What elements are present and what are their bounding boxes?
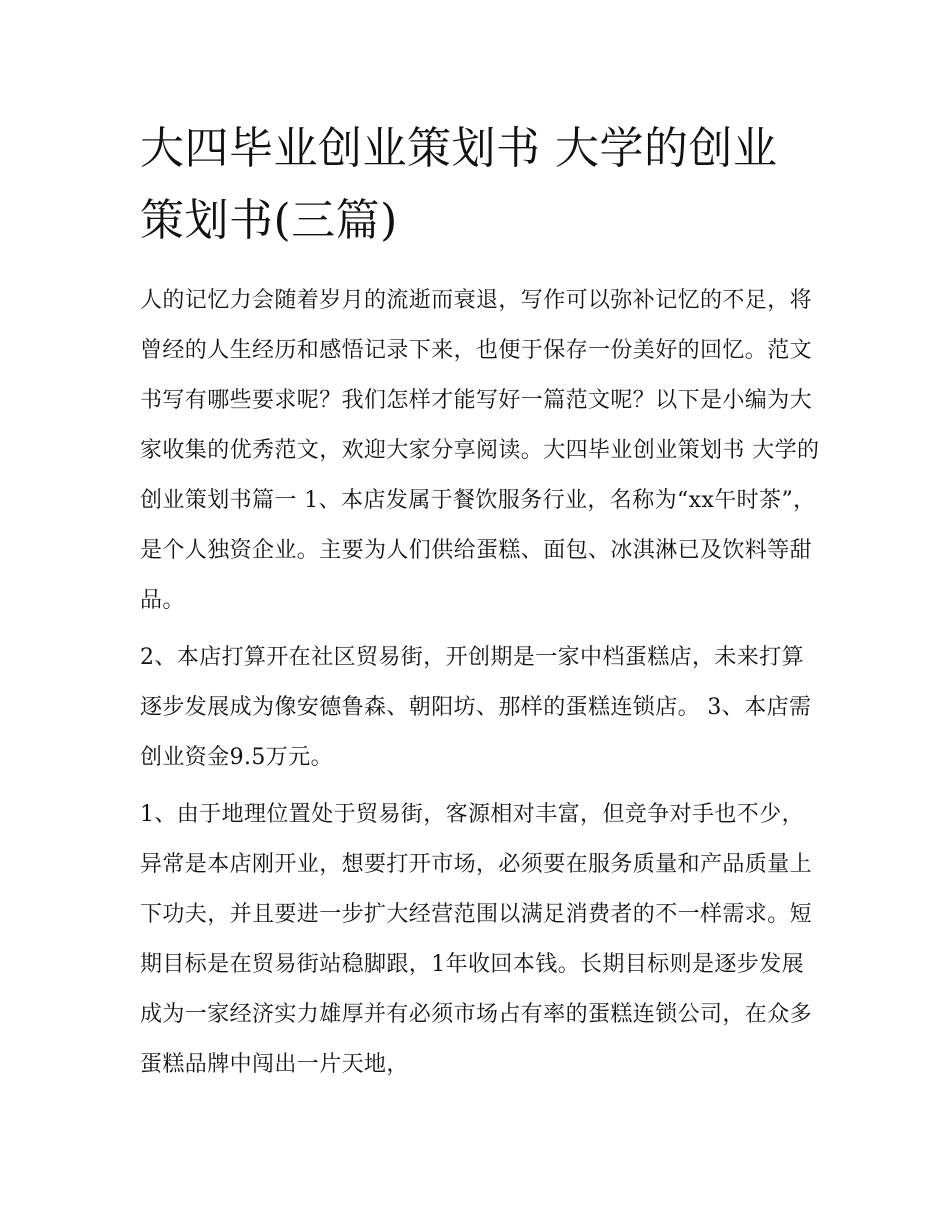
paragraph-intro: 人的记忆力会随着岁月的流逝而衰退，写作可以弥补记忆的不足，将曾经的人生经历和感悟记录下来，也便于保存一份美好的回忆。范文书写有哪些要求呢？我们怎样才能写好一篇范文呢？以下是小编为大家收集的优秀范文，欢迎大家分享阅读。大四毕业创业策划书 大学的创业策划书篇一 1、本店发属于餐饮服务行业，名称为“xx午时茶”，是个人独资企业。主要为人们供给蛋糕、面包、冰淇淋已及饮料等甜品。 [140, 288, 820, 613]
document-title: 大四毕业创业策划书 大学的创业策划书(三篇) [140, 123, 778, 246]
paragraph-store-plan: 2、本店打算开在社区贸易街，开创期是一家中档蛋糕店，未来打算逐步发展成为像安德鲁森、朝阳坊、那样的蛋糕连锁店。 3、本店需创业资金9.5万元。 [140, 645, 812, 770]
document-body [140, 276, 820, 1097]
paragraph-goals: 1、由于地理位置处于贸易街，客源相对丰富，但竞争对手也不少，异常是本店刚开业，想要打开市场，必须要在服务质量和产品质量上下功夫，并且要进一步扩大经营范围以满足消费者的不一样需求。短期目标是在贸易街站稳脚跟，1年收回本钱。长期目标则是逐步发展成为一家经济实力雄厚并有必须市场占有率的蛋糕连锁公司，在众多蛋糕品牌中闯出一片天地， [140, 802, 813, 1077]
